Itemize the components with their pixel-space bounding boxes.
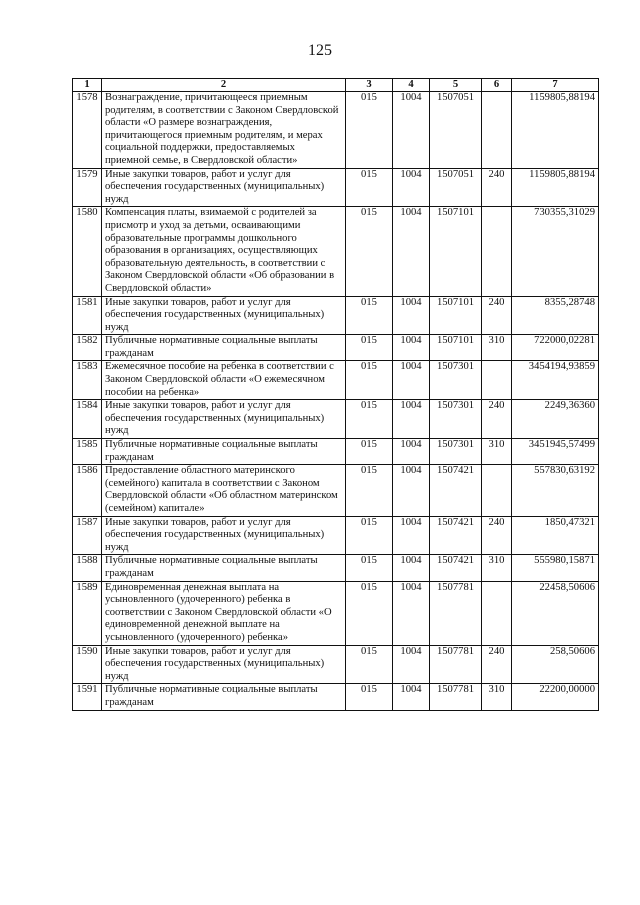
section-code: 1004 [393, 465, 430, 516]
row-name: Иные закупки товаров, работ и услуг для обеспечения государственных (муниципальных) нужд [102, 296, 346, 335]
row-amount: 1850,47321 [512, 516, 599, 555]
row-amount: 1159805,88194 [512, 168, 599, 207]
chapter-code: 015 [346, 465, 393, 516]
row-amount: 730355,31029 [512, 207, 599, 296]
section-code: 1004 [393, 645, 430, 684]
section-code: 1004 [393, 400, 430, 439]
row-amount: 3451945,57499 [512, 439, 599, 465]
chapter-code: 015 [346, 335, 393, 361]
chapter-code: 015 [346, 361, 393, 400]
row-number: 1586 [73, 465, 102, 516]
target-code: 1507051 [430, 92, 482, 169]
row-number: 1589 [73, 581, 102, 645]
table-row [73, 335, 599, 361]
table-row [73, 555, 599, 581]
row-name: Публичные нормативные социальные выплаты гражданам [102, 335, 346, 361]
expense-type-code [482, 207, 512, 296]
table-row [73, 684, 599, 710]
row-amount: 22200,00000 [512, 684, 599, 710]
section-code: 1004 [393, 207, 430, 296]
section-code: 1004 [393, 581, 430, 645]
row-amount: 557830,63192 [512, 465, 599, 516]
expense-type-code: 240 [482, 645, 512, 684]
table-row [73, 361, 599, 400]
section-code: 1004 [393, 684, 430, 710]
table-header-row [73, 79, 599, 92]
row-number: 1582 [73, 335, 102, 361]
table-row [73, 516, 599, 555]
row-name: Иные закупки товаров, работ и услуг для обеспечения государственных (муниципальных) нужд [102, 400, 346, 439]
expense-type-code [482, 581, 512, 645]
expense-type-code [482, 92, 512, 169]
column-header: 7 [512, 79, 599, 92]
chapter-code: 015 [346, 516, 393, 555]
row-name: Компенсация платы, взимаемой с родителей за присмотр и уход за детьми, осваивающими образовательные программы дошкольного образования в организациях, осуществляющих образовательную деятельность, в соответствии с Законом Свердловской области «Об образовании в Свердловской области» [102, 207, 346, 296]
target-code: 1507781 [430, 581, 482, 645]
section-code: 1004 [393, 296, 430, 335]
section-code: 1004 [393, 335, 430, 361]
row-name: Иные закупки товаров, работ и услуг для обеспечения государственных (муниципальных) нужд [102, 645, 346, 684]
table-row [73, 465, 599, 516]
row-name: Иные закупки товаров, работ и услуг для обеспечения государственных (муниципальных) нужд [102, 516, 346, 555]
row-number: 1580 [73, 207, 102, 296]
section-code: 1004 [393, 439, 430, 465]
row-name: Вознаграждение, причитающееся приемным родителям, в соответствии с Законом Свердловской области «О размере вознаграждения, причитающегося приемным родителям, и мерах социальной поддержки, предоставляемых приемной семье, в Свердловской области» [102, 92, 346, 169]
section-code: 1004 [393, 516, 430, 555]
chapter-code: 015 [346, 581, 393, 645]
target-code: 1507051 [430, 168, 482, 207]
table-row [73, 92, 599, 169]
row-number: 1590 [73, 645, 102, 684]
row-name: Предоставление областного материнского (семейного) капитала в соответствии с Законом Свердловской области «Об областном материнском (семейном) капитале» [102, 465, 346, 516]
table-row [73, 400, 599, 439]
column-header: 2 [102, 79, 346, 92]
page-number: 125 [308, 42, 332, 59]
chapter-code: 015 [346, 207, 393, 296]
chapter-code: 015 [346, 168, 393, 207]
row-number: 1584 [73, 400, 102, 439]
target-code: 1507101 [430, 296, 482, 335]
expense-type-code: 240 [482, 168, 512, 207]
row-amount: 722000,02281 [512, 335, 599, 361]
table-row [73, 296, 599, 335]
chapter-code: 015 [346, 439, 393, 465]
row-name: Иные закупки товаров, работ и услуг для обеспечения государственных (муниципальных) нужд [102, 168, 346, 207]
column-header: 1 [73, 79, 102, 92]
target-code: 1507421 [430, 516, 482, 555]
target-code: 1507101 [430, 207, 482, 296]
row-amount: 3454194,93859 [512, 361, 599, 400]
expense-type-code [482, 465, 512, 516]
column-header: 6 [482, 79, 512, 92]
row-number: 1591 [73, 684, 102, 710]
target-code: 1507301 [430, 361, 482, 400]
table-row [73, 439, 599, 465]
chapter-code: 015 [346, 400, 393, 439]
row-number: 1581 [73, 296, 102, 335]
row-number: 1587 [73, 516, 102, 555]
expense-type-code: 240 [482, 400, 512, 439]
section-code: 1004 [393, 361, 430, 400]
expense-type-code: 310 [482, 684, 512, 710]
row-number: 1583 [73, 361, 102, 400]
section-code: 1004 [393, 168, 430, 207]
row-name: Публичные нормативные социальные выплаты гражданам [102, 555, 346, 581]
row-amount: 22458,50606 [512, 581, 599, 645]
chapter-code: 015 [346, 92, 393, 169]
table-row [73, 581, 599, 645]
expense-type-code: 310 [482, 439, 512, 465]
row-number: 1578 [73, 92, 102, 169]
target-code: 1507101 [430, 335, 482, 361]
row-name: Публичные нормативные социальные выплаты гражданам [102, 684, 346, 710]
row-name: Публичные нормативные социальные выплаты гражданам [102, 439, 346, 465]
row-number: 1588 [73, 555, 102, 581]
table-row [73, 207, 599, 296]
target-code: 1507301 [430, 400, 482, 439]
row-name: Единовременная денежная выплата на усыновленного (удочеренного) ребенка в соответствии с Законом Свердловской области «О единовременной денежной выплате на усыновленного (удочеренного) ребенка» [102, 581, 346, 645]
expense-type-code: 240 [482, 296, 512, 335]
chapter-code: 015 [346, 296, 393, 335]
table-row [73, 168, 599, 207]
expense-type-code [482, 361, 512, 400]
column-header: 3 [346, 79, 393, 92]
row-amount: 1159805,88194 [512, 92, 599, 169]
section-code: 1004 [393, 555, 430, 581]
target-code: 1507781 [430, 684, 482, 710]
chapter-code: 015 [346, 645, 393, 684]
expense-type-code: 240 [482, 516, 512, 555]
row-amount: 2249,36360 [512, 400, 599, 439]
chapter-code: 015 [346, 684, 393, 710]
target-code: 1507421 [430, 555, 482, 581]
row-number: 1585 [73, 439, 102, 465]
chapter-code: 015 [346, 555, 393, 581]
expense-type-code: 310 [482, 555, 512, 581]
row-amount: 8355,28748 [512, 296, 599, 335]
row-amount: 555980,15871 [512, 555, 599, 581]
target-code: 1507301 [430, 439, 482, 465]
row-number: 1579 [73, 168, 102, 207]
row-name: Ежемесячное пособие на ребенка в соответствии с Законом Свердловской области «О ежемесячном пособии на ребенка» [102, 361, 346, 400]
table-row [73, 645, 599, 684]
column-header: 4 [393, 79, 430, 92]
section-code: 1004 [393, 92, 430, 169]
target-code: 1507781 [430, 645, 482, 684]
target-code: 1507421 [430, 465, 482, 516]
column-header: 5 [430, 79, 482, 92]
row-amount: 258,50606 [512, 645, 599, 684]
expense-type-code: 310 [482, 335, 512, 361]
budget-table [72, 78, 599, 711]
